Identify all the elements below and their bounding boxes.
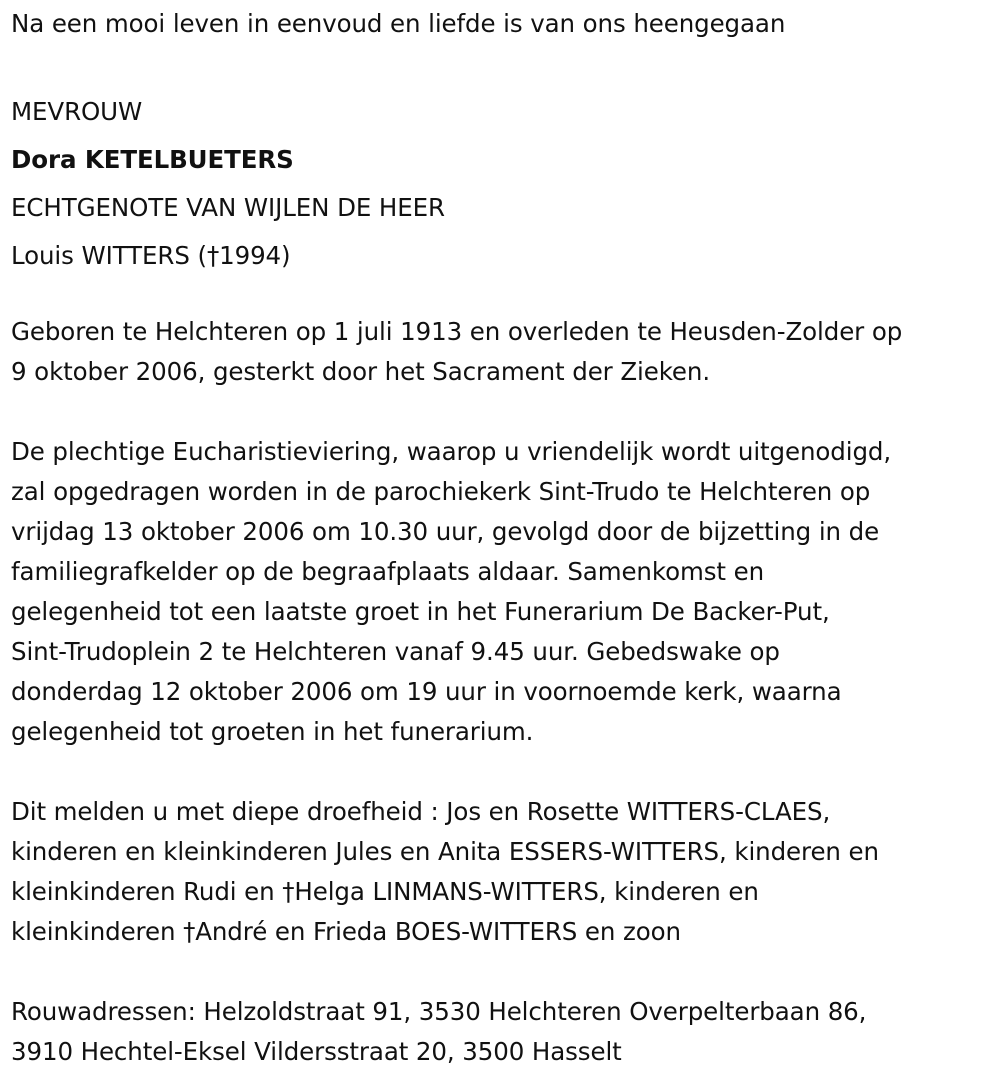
ceremony-paragraph bbox=[11, 432, 991, 752]
paragraph-line: Rouwadressen: Helzoldstraat 91, 3530 Helchteren Overpelterbaan 86, bbox=[11, 997, 867, 1026]
paragraph-line: gelegenheid tot groeten in het funerarium. bbox=[11, 717, 534, 746]
title-prefix: MEVROUW bbox=[11, 97, 143, 126]
deceased-name: Dora KETELBUETERS bbox=[11, 145, 294, 174]
family-paragraph bbox=[11, 792, 991, 952]
paragraph-line: 9 oktober 2006, gesterkt door het Sacrament der Zieken. bbox=[11, 357, 711, 386]
paragraph-line: familiegrafkelder op de begraafplaats aldaar. Samenkomst en bbox=[11, 557, 764, 586]
paragraph-line: kleinkinderen Rudi en †Helga LINMANS-WITTERS, kinderen en bbox=[11, 877, 759, 906]
paragraph-line: De plechtige Eucharistieviering, waarop u vriendelijk wordt uitgenodigd, bbox=[11, 437, 892, 466]
paragraph-line: Geboren te Helchteren op 1 juli 1913 en overleden te Heusden-Zolder op bbox=[11, 317, 903, 346]
paragraph-line: 3910 Hechtel-Eksel Vildersstraat 20, 3500 Hasselt bbox=[11, 1037, 622, 1066]
obituary-document bbox=[11, 0, 991, 1072]
paragraph-line: gelegenheid tot een laatste groet in het Funerarium De Backer-Put, bbox=[11, 597, 830, 626]
intro-line: Na een mooi leven in eenvoud en liefde is van ons heengegaan bbox=[11, 9, 786, 38]
spouse-line: Louis WITTERS (†1994) bbox=[11, 241, 291, 270]
paragraph-line: kinderen en kleinkinderen Jules en Anita ESSERS-WITTERS, kinderen en bbox=[11, 837, 879, 866]
paragraph-line: kleinkinderen †André en Frieda BOES-WITTERS en zoon bbox=[11, 917, 681, 946]
paragraph-line: vrijdag 13 oktober 2006 om 10.30 uur, gevolgd door de bijzetting in de bbox=[11, 517, 880, 546]
addresses-paragraph bbox=[11, 992, 991, 1072]
paragraph-line: zal opgedragen worden in de parochiekerk Sint-Trudo te Helchteren op bbox=[11, 477, 871, 506]
birth-death-paragraph bbox=[11, 312, 991, 392]
relation-line: ECHTGENOTE VAN WIJLEN DE HEER bbox=[11, 193, 445, 222]
paragraph-line: donderdag 12 oktober 2006 om 19 uur in voornoemde kerk, waarna bbox=[11, 677, 842, 706]
paragraph-line: Sint-Trudoplein 2 te Helchteren vanaf 9.45 uur. Gebedswake op bbox=[11, 637, 780, 666]
paragraph-line: Dit melden u met diepe droefheid : Jos en Rosette WITTERS-CLAES, bbox=[11, 797, 831, 826]
